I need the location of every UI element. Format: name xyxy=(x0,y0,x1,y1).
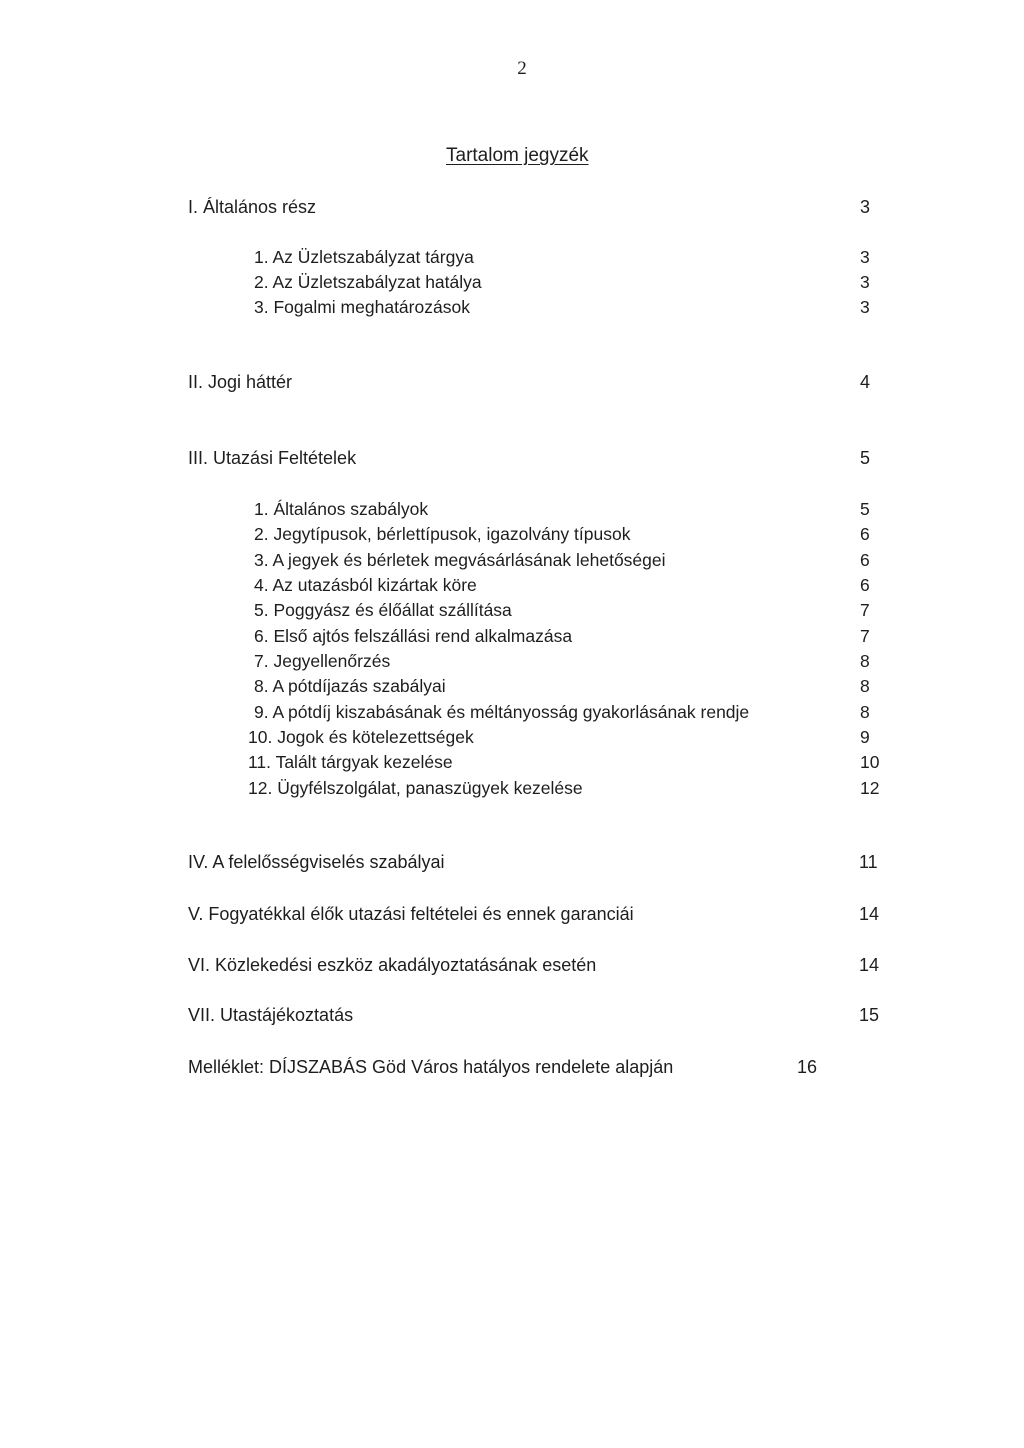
toc-entry-label: 12. Ügyfélszolgálat, panaszügyek kezelése xyxy=(248,778,583,798)
toc-entry-page: 6 xyxy=(860,575,870,595)
toc-entry-label: Melléklet: DÍJSZABÁS Göd Város hatályos rendelete alapján xyxy=(188,1057,674,1077)
toc-entry-page: 6 xyxy=(860,550,870,570)
toc-entry-label: 10. Jogok és kötelezettségek xyxy=(248,727,474,747)
toc-entry-label: 2. Jegytípusok, bérlettípusok, igazolvány típusok xyxy=(254,524,631,544)
toc-entry-page: 3 xyxy=(860,272,870,292)
toc-entry-page: 8 xyxy=(860,676,870,696)
toc-entry-page: 8 xyxy=(860,702,870,722)
toc-entry-page: 12 xyxy=(860,778,880,798)
page-number: 2 xyxy=(517,58,527,79)
toc-entry-label: 7. Jegyellenőrzés xyxy=(254,651,391,671)
toc-entry-label: 5. Poggyász és élőállat szállítása xyxy=(254,600,512,620)
toc-entry-page: 14 xyxy=(859,904,880,924)
toc-entry-label: 3. Fogalmi meghatározások xyxy=(254,297,470,317)
toc-entry-label: III. Utazási Feltételek xyxy=(188,448,357,468)
toc-entry-page: 5 xyxy=(860,499,870,519)
toc-entry-label: II. Jogi háttér xyxy=(188,372,293,392)
toc-entry-label: 8. A pótdíjazás szabályai xyxy=(254,676,446,696)
toc-entry-label: V. Fogyatékkal élők utazási feltételei és ennek garanciái xyxy=(188,904,634,924)
toc-entry-label: 1. Az Üzletszabályzat tárgya xyxy=(254,247,474,267)
toc-entry-page: 10 xyxy=(860,752,880,772)
toc-entry-page: 5 xyxy=(860,448,871,468)
toc-entry-page: 7 xyxy=(860,600,870,620)
toc-entry-label: 9. A pótdíj kiszabásának és méltányosság gyakorlásának rendje xyxy=(254,702,750,722)
toc-entry-label: VI. Közlekedési eszköz akadályoztatásának esetén xyxy=(188,955,597,975)
toc-entry-label: 1. Általános szabályok xyxy=(254,499,429,519)
toc-entry-page: 3 xyxy=(860,247,870,267)
toc-entry-page: 8 xyxy=(860,651,870,671)
toc-title: Tartalom jegyzék xyxy=(446,145,589,166)
toc-entry-page: 16 xyxy=(797,1057,818,1077)
toc-entry-page: 3 xyxy=(860,197,871,217)
toc-entry-label: 3. A jegyek és bérletek megvásárlásának lehetőségei xyxy=(254,550,666,570)
toc-entry-page: 7 xyxy=(860,626,870,646)
toc-entry-page: 14 xyxy=(859,955,880,975)
toc-entry-page: 15 xyxy=(859,1005,880,1025)
toc-entry-label: 4. Az utazásból kizártak köre xyxy=(254,575,477,595)
toc-entry-label: VII. Utastájékoztatás xyxy=(188,1005,354,1025)
toc-entry-page: 6 xyxy=(860,524,870,544)
toc-entry-label: IV. A felelősségviselés szabályai xyxy=(188,852,445,872)
toc-entry-label: 6. Első ajtós felszállási rend alkalmazása xyxy=(254,626,573,646)
toc-entry-page: 3 xyxy=(860,297,870,317)
toc-entry-label: I. Általános rész xyxy=(188,197,317,217)
toc-entry-label: 11. Talált tárgyak kezelése xyxy=(248,752,453,772)
toc-entry-page: 9 xyxy=(860,727,870,747)
toc-entry-label: 2. Az Üzletszabályzat hatálya xyxy=(254,272,482,292)
toc-entry-page: 4 xyxy=(860,372,871,392)
toc-entry-page: 11 xyxy=(859,852,878,872)
